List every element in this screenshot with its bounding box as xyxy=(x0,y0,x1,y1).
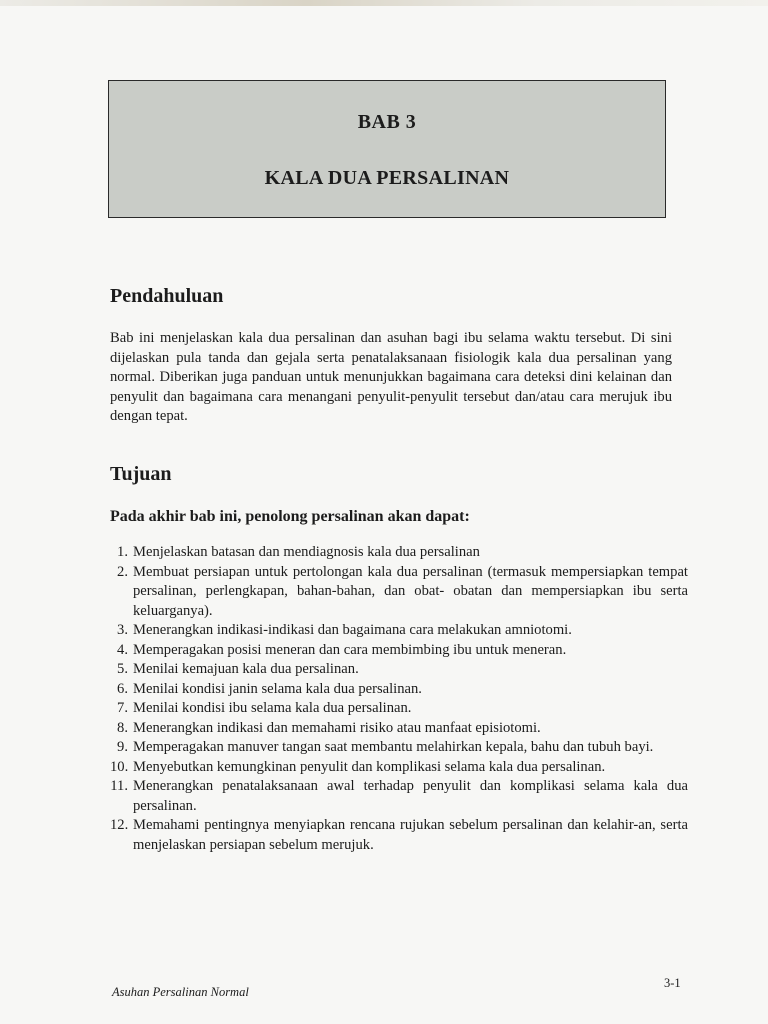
list-item xyxy=(110,660,688,680)
list-item xyxy=(110,719,688,739)
list-item xyxy=(110,621,688,641)
list-item-number: 1. xyxy=(117,544,128,560)
page-top-edge xyxy=(0,0,768,6)
list-item-number: 6. xyxy=(117,680,128,697)
chapter-title: KALA DUA PERSALINAN xyxy=(264,167,510,189)
list-item-text: Membuat persiapan untuk pertolongan kala dua persalinan (termasuk mempersiapkan tempat persalinan, perlengkapan, bahan-bahan, dan obat- obatan dan mempersiapkan ibu serta keluarganya). xyxy=(133,563,688,619)
list-item xyxy=(110,641,688,661)
footer-book-title: Asuhan Persalinan Normal xyxy=(112,985,249,999)
list-item-text: Memahami pentingnya menyiapkan rencana rujukan sebelum persalinan dan kelahir-an, serta menjelaskan persiapan sebelum merujuk. xyxy=(133,817,688,853)
list-item-number: 5. xyxy=(117,661,128,677)
list-item-number: 11. xyxy=(110,778,128,794)
list-item xyxy=(110,738,688,758)
list-item xyxy=(110,777,688,816)
list-item-number: 3. xyxy=(117,622,128,638)
list-item-text: Memperagakan posisi meneran dan cara membimbing ibu untuk meneran. xyxy=(133,641,567,658)
list-item-number: 10. xyxy=(110,758,129,775)
list-item-number: 8. xyxy=(117,719,128,736)
list-item-number: 9. xyxy=(117,739,128,755)
list-item xyxy=(110,816,688,855)
page-number: 3-1 xyxy=(664,976,681,990)
list-item-number: 12. xyxy=(110,817,129,833)
list-item-number: 7. xyxy=(117,700,128,716)
list-item-number: 4. xyxy=(117,641,128,658)
list-item xyxy=(110,563,688,622)
list-item-text: Menerangkan indikasi-indikasi dan bagaimana cara melakukan amniotomi. xyxy=(133,622,572,638)
list-item-text: Menerangkan indikasi dan memahami risiko atau manfaat episiotomi. xyxy=(133,719,541,736)
list-item-number: 2. xyxy=(117,563,128,580)
list-item-text: Menerangkan penatalaksanaan awal terhadap penyulit dan komplikasi selama kala dua persalinan. xyxy=(133,778,688,814)
objectives-heading: Tujuan xyxy=(110,463,172,485)
list-item xyxy=(110,699,688,719)
intro-paragraph: Bab ini menjelaskan kala dua persalinan dan asuhan bagi ibu selama waktu tersebut. Di sini dijelaskan pula tanda dan gejala serta penatalaksanaan fisiologik kala dua persalinan yang normal. Diberikan juga panduan untuk menunjukkan bagaimana cara deteksi dini kelainan dan penyulit dan bagaimana cara menangani penyulit-penyulit tersebut dan/atau cara merujuk ibu dengan tepat. xyxy=(110,330,672,424)
list-item xyxy=(110,680,688,700)
list-item-text: Memperagakan manuver tangan saat membantu melahirkan kepala, bahu dan tubuh bayi. xyxy=(133,739,654,755)
list-item-text: Menilai kondisi janin selama kala dua persalinan. xyxy=(133,680,422,697)
list-item-text: Menilai kondisi ibu selama kala dua persalinan. xyxy=(133,700,412,716)
objectives-list xyxy=(110,543,688,855)
list-item-text: Menyebutkan kemungkinan penyulit dan komplikasi selama kala dua persalinan. xyxy=(133,758,606,775)
list-item xyxy=(110,543,688,563)
intro-heading: Pendahuluan xyxy=(110,285,224,307)
chapter-number: BAB 3 xyxy=(357,111,417,133)
list-item-text: Menjelaskan batasan dan mendiagnosis kala dua persalinan xyxy=(133,544,480,560)
objectives-lead: Pada akhir bab ini, penolong persalinan akan dapat: xyxy=(110,508,470,525)
list-item-text: Menilai kemajuan kala dua persalinan. xyxy=(133,661,359,677)
chapter-header-box xyxy=(108,80,666,218)
list-item xyxy=(110,758,688,778)
